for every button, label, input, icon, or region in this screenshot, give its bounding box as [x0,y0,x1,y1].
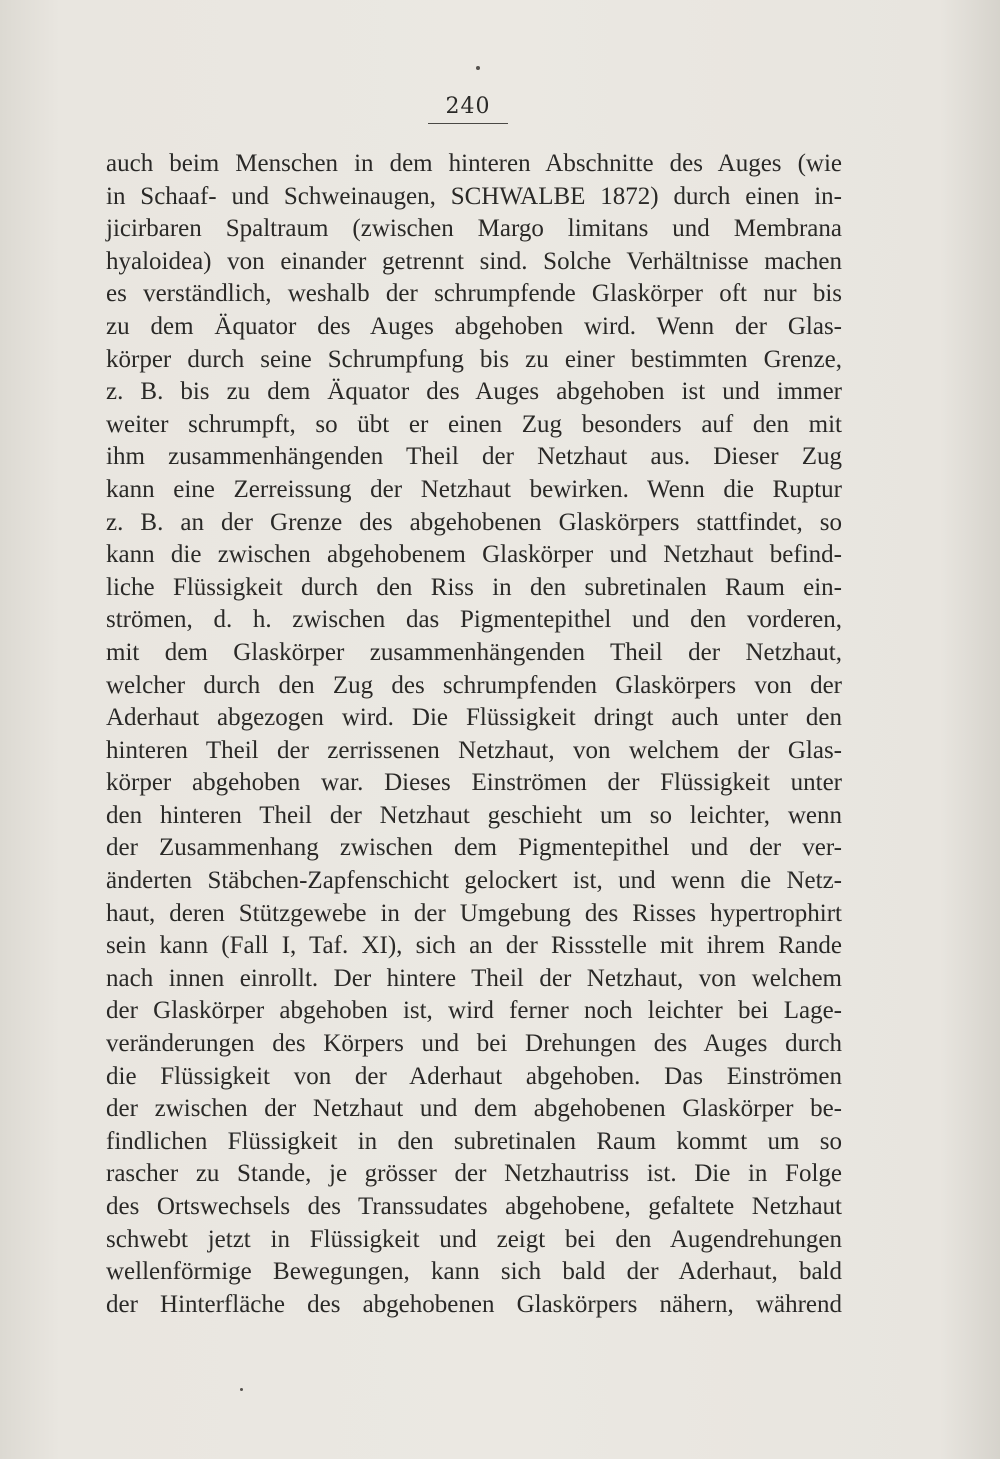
text-line: Aderhaut abgezogen wird. Die Flüssigkeit dringt auch unter den [106,704,842,732]
text-line: kann die zwischen abgehobenem Glaskörper und Netzhaut befind- [106,541,842,569]
text-line: veränderungen des Körpers und bei Drehungen des Auges durch [106,1030,842,1058]
body-text [106,148,842,1321]
text-line: auch beim Menschen in dem hinteren Abschnitte des Auges (wie [106,150,842,177]
text-line: änderten Stäbchen-Zapfenschicht gelockert ist, und wenn die Netz- [106,867,842,895]
text-line: der Zusammenhang zwischen dem Pigmentepithel und der ver- [106,834,842,862]
text-line: rascher zu Stande, je grösser der Netzhautriss ist. Die in Folge [106,1160,842,1188]
ink-speck [240,1388,243,1391]
page-number-rule [428,123,508,124]
text-line: findlichen Flüssigkeit in den subretinalen Raum kommt um so [106,1127,842,1155]
text-line: zu dem Äquator des Auges abgehoben wird. Wenn der Glas- [106,312,842,340]
text-line: schwebt jetzt in Flüssigkeit und zeigt bei den Augendrehungen [106,1225,842,1253]
text-line: die Flüssigkeit von der Aderhaut abgehoben. Das Einströmen [106,1062,842,1090]
text-line: sein kann (Fall I, Taf. XI), sich an der Rissstelle mit ihrem Rande [106,932,842,960]
text-line: es verständlich, weshalb der schrumpfende Glaskörper oft nur bis [106,280,842,308]
text-line: körper abgehoben war. Dieses Einströmen der Flüssigkeit unter [106,769,842,797]
text-line: z. B. an der Grenze des abgehobenen Glaskörpers stattfindet, so [106,508,842,536]
text-line: strömen, d. h. zwischen das Pigmentepithel und den vorderen, [106,606,842,634]
text-line: kann eine Zerreissung der Netzhaut bewirken. Wenn die Ruptur [106,475,842,503]
text-line: körper durch seine Schrumpfung bis zu einer bestimmten Grenze, [106,345,842,373]
text-line: z. B. bis zu dem Äquator des Auges abgehoben ist und immer [106,378,842,406]
text-line: hinteren Theil der zerrissenen Netzhaut, von welchem der Glas- [106,736,842,764]
text-line: der Glaskörper abgehoben ist, wird ferner noch leichter bei Lage- [106,997,842,1025]
text-line: der Hinterfläche des abgehobenen Glaskörpers nähern, während [106,1290,842,1318]
text-line: liche Flüssigkeit durch den Riss in den subretinalen Raum ein- [106,573,842,601]
text-line: hyaloidea) von einander getrennt sind. Solche Verhältnisse machen [106,247,842,275]
text-line: nach innen einrollt. Der hintere Theil der Netzhaut, von welchem [106,964,842,992]
text-line: in Schaaf- und Schweinaugen, SCHWALBE 1872) durch einen in- [106,182,842,210]
text-line: jicirbaren Spaltraum (zwischen Margo limitans und Membrana [106,215,842,243]
ink-speck [476,66,480,70]
text-line: haut, deren Stützgewebe in der Umgebung des Risses hypertrophirt [106,899,842,927]
page-number: 240 [445,94,491,119]
text-line: mit dem Glaskörper zusammenhängenden Theil der Netzhaut, [106,638,842,666]
text-line: des Ortswechsels des Transsudates abgehobene, gefaltete Netzhaut [106,1193,842,1220]
text-line: ihm zusammenhängenden Theil der Netzhaut aus. Dieser Zug [106,443,842,471]
text-line: welcher durch den Zug des schrumpfenden Glaskörpers von der [106,671,842,699]
text-line: den hinteren Theil der Netzhaut geschieht um so leichter, wenn [106,801,842,829]
text-line: der zwischen der Netzhaut und dem abgehobenen Glaskörper be- [106,1095,842,1123]
text-line: wellenförmige Bewegungen, kann sich bald der Aderhaut, bald [106,1258,842,1286]
text-line: weiter schrumpft, so übt er einen Zug besonders auf den mit [106,410,842,438]
